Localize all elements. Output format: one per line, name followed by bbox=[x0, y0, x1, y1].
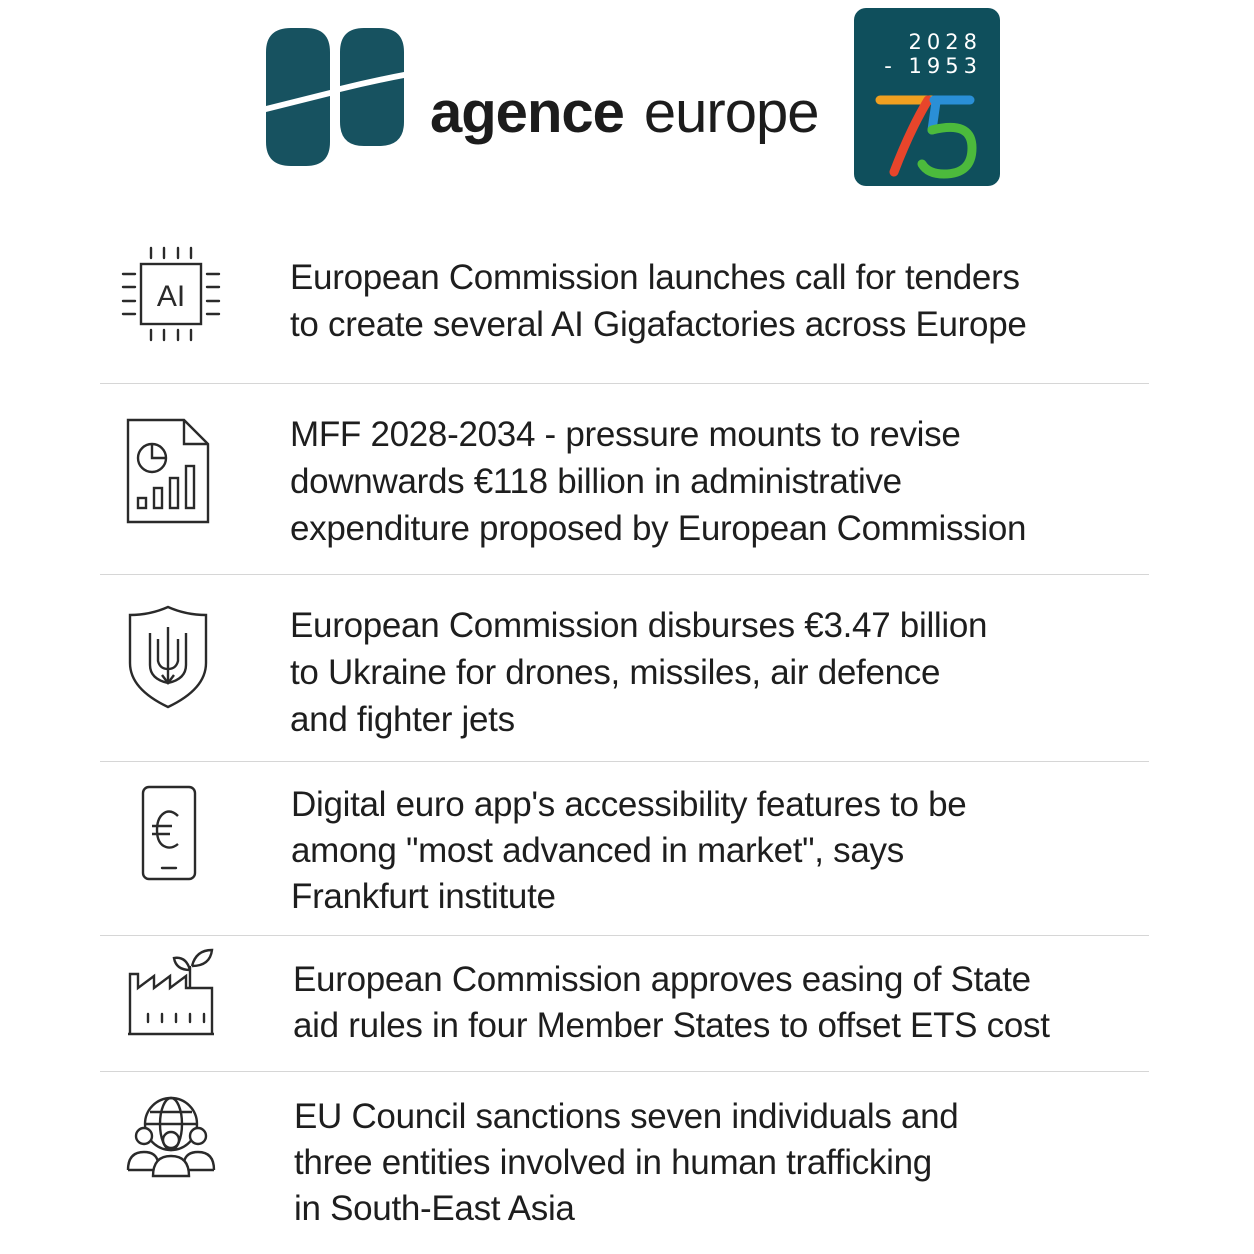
green-factory-icon bbox=[124, 946, 218, 1038]
svg-text:AI: AI bbox=[156, 280, 186, 313]
news-item[interactable] bbox=[100, 224, 1149, 384]
headline-line: European Commission disburses €3.47 billion bbox=[290, 606, 988, 645]
anniversary-75-icon bbox=[872, 86, 984, 180]
news-item[interactable] bbox=[100, 575, 1149, 762]
headline-line: aid rules in four Member States to offset ETS cost bbox=[293, 1006, 1050, 1045]
news-headline[interactable] bbox=[290, 602, 987, 743]
budget-report-icon bbox=[122, 416, 214, 528]
news-item[interactable] bbox=[100, 762, 1149, 936]
news-headline[interactable] bbox=[293, 957, 1050, 1049]
news-headline[interactable] bbox=[290, 254, 1027, 348]
headline-line: EU Council sanctions seven individuals and bbox=[294, 1097, 959, 1136]
badge-year-bottom: - 1953 bbox=[884, 54, 982, 78]
news-item[interactable] bbox=[100, 384, 1149, 575]
brand-name-europe: europe bbox=[643, 80, 819, 145]
headline-line: expenditure proposed by European Commission bbox=[290, 509, 1027, 548]
brand-name-agence: agence bbox=[430, 80, 624, 145]
global-people-icon bbox=[124, 1094, 218, 1180]
news-headline[interactable] bbox=[294, 1094, 958, 1232]
headline-line: in South-East Asia bbox=[294, 1189, 575, 1228]
brand-name bbox=[430, 80, 819, 145]
headline-line: downwards €118 billion in administrative bbox=[290, 462, 902, 501]
badge-year-top: 2028 bbox=[908, 30, 982, 54]
headline-line: to create several AI Gigafactories across Europe bbox=[290, 305, 1027, 344]
ukraine-shield-icon bbox=[126, 603, 210, 711]
headline-line: Digital euro app's accessibility features to be bbox=[291, 785, 967, 824]
headline-line: MFF 2028-2034 - pressure mounts to revise bbox=[290, 415, 961, 454]
headline-line: European Commission approves easing of State bbox=[293, 960, 1031, 999]
news-item[interactable] bbox=[100, 936, 1149, 1072]
agence-europe-logo-icon bbox=[258, 22, 410, 170]
ai-chip-icon bbox=[121, 244, 221, 344]
euro-phone-icon bbox=[140, 784, 198, 882]
news-headline[interactable] bbox=[290, 411, 1026, 552]
headline-line: three entities involved in human trafficking bbox=[294, 1143, 932, 1182]
news-item[interactable] bbox=[100, 1072, 1149, 1254]
headline-line: among "most advanced in market", says bbox=[291, 831, 904, 870]
news-headline[interactable] bbox=[291, 782, 966, 920]
headline-line: Frankfurt institute bbox=[291, 877, 556, 916]
anniversary-badge bbox=[854, 8, 1000, 186]
headline-line: to Ukraine for drones, missiles, air defence bbox=[290, 653, 941, 692]
headline-line: European Commission launches call for tenders bbox=[290, 258, 1020, 297]
headline-line: and fighter jets bbox=[290, 700, 515, 739]
